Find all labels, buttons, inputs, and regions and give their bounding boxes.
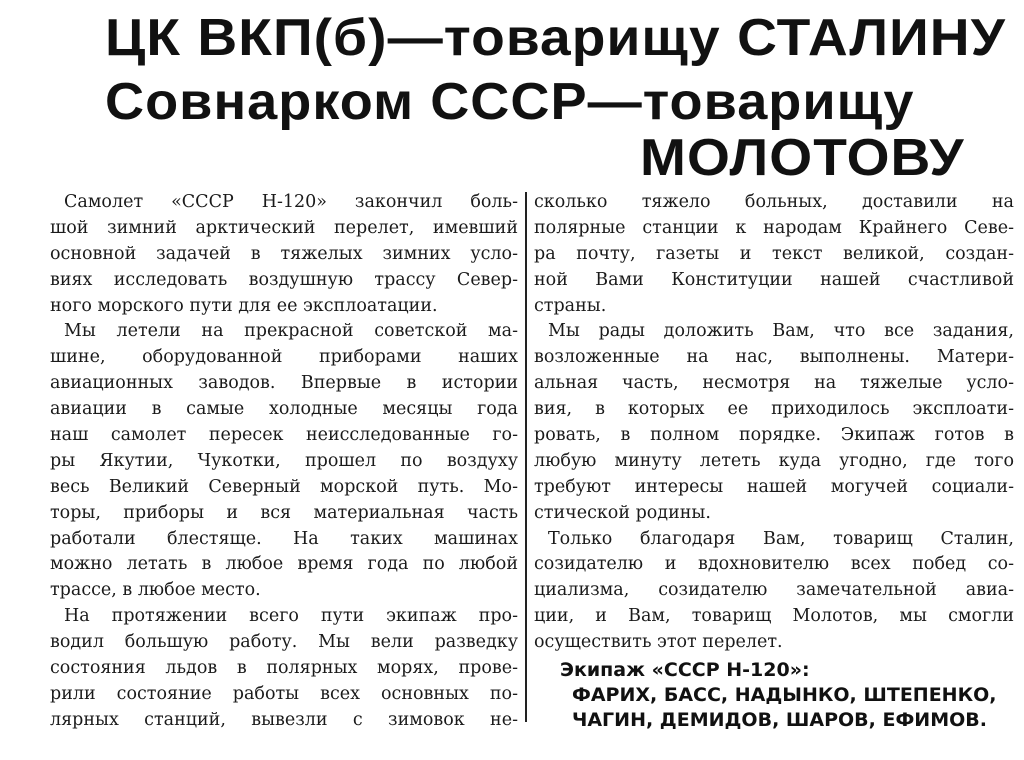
text-line: требуют интересы нашей могучей социали- [534,476,1014,497]
crew-names-line-2: ЧАГИН, ДЕМИДОВ, ШАРОВ, ЕФИМОВ. [572,709,987,731]
text-line: основной задачей в тяжелых зимних усло- [50,243,518,264]
text-line: работали блестяще. На таких машинах [50,528,518,549]
text-line: ного морского пути для ее эксплоатации. [50,295,438,316]
text-line: страны. [534,295,607,316]
text-line: ры Якутии, Чукотки, прошел по воздуху [50,450,518,471]
text-line: весь Великий Северный морской путь. Мо- [50,476,518,497]
text-line: трассе, в любое место. [50,580,261,601]
text-line: ции, и Вам, товарищ Молотов, мы смогли [534,606,1014,627]
text-line: вия, в которых ее приходилось эксплоати- [534,399,1014,420]
text-line: ровать, в полном порядке. Экипаж готов в [534,425,1014,446]
headline-line-2: Совнарком СССР—товарищу [105,73,915,131]
column-divider [525,192,527,722]
text-line: авиации в самые холодные месяцы года [50,399,518,420]
crew-label: Экипаж «СССР Н-120»: [560,659,810,681]
text-line: шине, оборудованной приборами наших [50,347,518,368]
text-line: Самолет «СССР Н-120» закончил боль- [64,192,518,212]
text-line: ра почту, газеты и текст великой, создан- [534,243,1014,264]
text-line: лярных станций, вывезли с зимовок не- [50,709,518,730]
text-line: водил большую работу. Мы вели разведку [50,632,518,653]
article-column-left [50,190,518,734]
text-line: полярные станции к народам Крайнего Севе- [534,217,1014,238]
text-line: Мы рады доложить Вам, что все задания, [548,321,1014,342]
text-line: альная часть, несмотря на тяжелые усло- [534,373,1014,394]
text-line: состояния льдов в полярных морях, прове- [50,658,518,679]
text-line: возложенные на нас, выполнены. Матери- [534,347,1014,368]
headline-line-1: ЦК ВКП(б)—товарищу СТАЛИНУ [105,9,1007,67]
crew-names-line-1: ФАРИХ, БАСС, НАДЫНКО, ШТЕПЕНКО, [572,684,997,706]
text-line: можно летать в любое время года по любой [50,554,518,575]
text-line: стической родины. [534,502,711,523]
text-line: шой зимний арктический перелет, имевший [50,217,518,238]
text-line: созидателю и вдохновителю всех побед со- [534,554,1014,575]
text-line: осуществить этот перелет. [534,632,783,653]
crew-signature [560,658,1020,733]
text-line: рили состояние работы всех основных по- [50,683,518,704]
article-column-right [534,190,1014,656]
text-line: циализма, созидателю замечательной авиа- [534,580,1014,601]
text-line: наш самолет пересек неисследованные го- [50,425,518,446]
text-line: авиационных заводов. Впервые в истории [50,373,518,394]
text-line: сколько тяжело больных, доставили на [534,192,1014,212]
text-line: Только благодаря Вам, товарищ Сталин, [548,528,1014,549]
text-line: Мы летели на прекрасной советской ма- [64,321,518,342]
headline-line-3: МОЛОТОВУ [640,129,965,187]
text-line: ной Вами Конституции нашей счастливой [534,269,1014,290]
text-line: любую минуту лететь куда угодно, где того [534,450,1014,471]
text-line: На протяжении всего пути экипаж про- [64,606,518,627]
text-line: торы, приборы и вся материальная часть [50,502,518,523]
text-line: виях исследовать воздушную трассу Север- [50,269,518,290]
